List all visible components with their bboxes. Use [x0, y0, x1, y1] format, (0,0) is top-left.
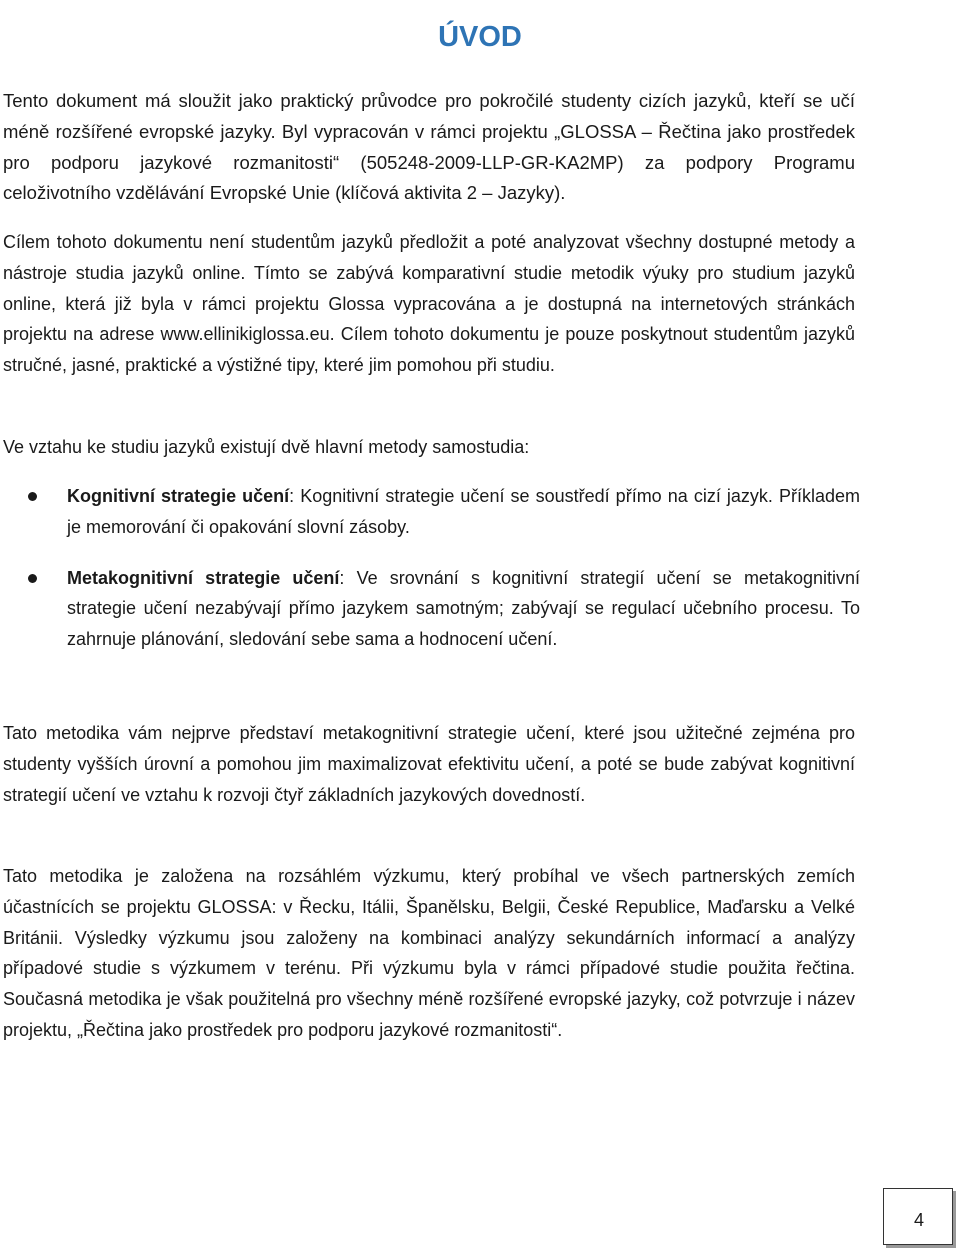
methods-list — [0, 481, 860, 655]
bullet-icon — [28, 574, 37, 583]
list-item-text: : Kognitivní strategie učení se soustředí přímo na cizí jazyk. Příkladem je memorování či opakování slovní zásoby. — [67, 486, 860, 537]
bullet-icon — [28, 492, 37, 501]
page-title: ÚVOD — [438, 21, 522, 54]
goal-paragraph: Cílem tohoto dokumentu není studentům jazyků předložit a poté analyzovat všechny dostupné metody a nástroje studia jazyků online. Tímto se zabývá komparativní studie metodik výuky pro studium jazyků online, která již byla v rámci projektu Glossa vypracována a je dostupná na internetových stránkách projektu na adrese www.ellinikiglossa.eu. Cílem tohoto dokumentu je pouze poskytnout studentům jazyků stručné, jasné, praktické a výstižné tipy, které jim pomohou při studiu. — [3, 232, 855, 376]
research-paragraph: Tato metodika je založena na rozsáhlém výzkumu, který probíhal ve všech partnerských zemích účastnících se projektu GLOSSA: v Řecku, Itálii, Španělsku, Belgii, České Republice, Maďarsku a Velké Británii. Výsledky výzkumu jsou založeny na kombinaci analýzy sekundárních informací a analýzy případové studie s výzkumem v terénu. Při výzkumu byla v rámci případové studie použita řečtina. Současná metodika je však použitelná pro všechny méně rozšířené evropské jazyky, což potvrzuje i název projektu, „Řečtina jako prostředek pro podporu jazykové rozmanitosti“. — [3, 866, 855, 1040]
list-item-term: Metakognitivní strategie učení — [67, 567, 340, 588]
page-number-box — [883, 1188, 953, 1245]
methodology-paragraph: Tato metodika vám nejprve představí metakognitivní strategie učení, které jsou užitečné zejména pro studenty vyšších úrovní a pomohou jim maximalizovat efektivitu učení, a poté se bude zabývat kognitivní strategií učení ve vztahu k rozvoji čtyř základních jazykových dovedností. — [3, 723, 855, 805]
intro-paragraph: Tento dokument má sloužit jako praktický průvodce pro pokročilé studenty cizích jazyků, kteří se učí méně rozšířené evropské jazyky. Byl vypracován v rámci projektu „GLOSSA – Řečtina jako prostředek pro podporu jazykové rozmanitosti“ (505248-2009-LLP-GR-KA2MP) za podpory Programu celoživotního vzdělávání Evropské Unie (klíčová aktivita 2 – Jazyky). — [3, 90, 855, 204]
list-item — [0, 481, 860, 543]
methods-intro-paragraph: Ve vztahu ke studiu jazyků existují dvě hlavní metody samostudia: — [3, 437, 530, 457]
list-item — [0, 563, 860, 655]
list-item-text: : Ve srovnání s kognitivní strategií učení se metakognitivní strategie učení nezabývají přímo jazykem samotným; zabývají se regulací učebního procesu. To zahrnuje plánování, sledování sebe sama a hodnocení učení. — [67, 567, 861, 650]
list-item-term: Kognitivní strategie učení — [67, 486, 290, 506]
page-number: 4 — [913, 1210, 924, 1230]
